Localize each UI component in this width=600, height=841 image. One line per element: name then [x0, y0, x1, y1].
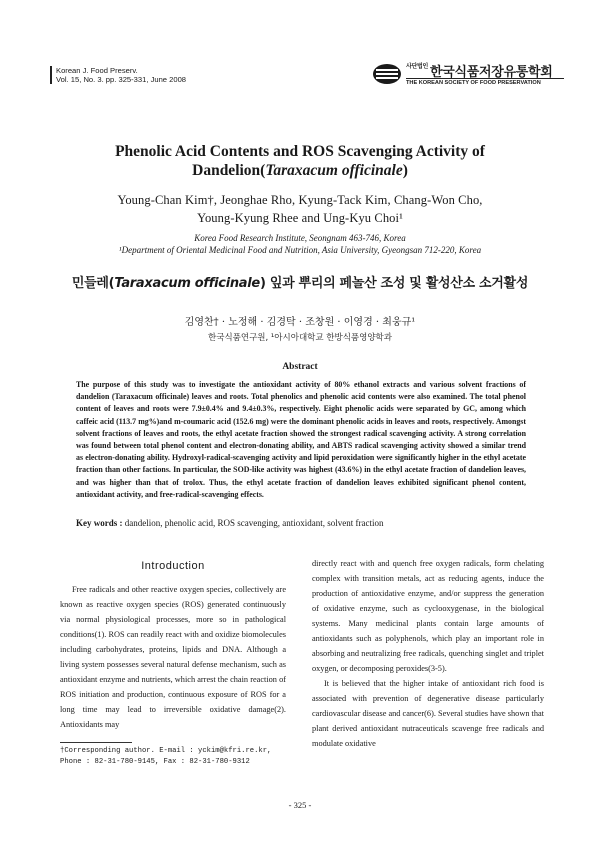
abstract-body: The purpose of this study was to investigate the antioxidant activity of 80% ethanol extracts and various solvent fractions of dandelion (Taraxacum officinale) leaves and roots. Total phenolics and phenolic acid contents were also examined. The total phenol content of leaves and roots were 7.9±0.4% and 9.4±0.3%, respectively. Eight phenolic acids were separated by GC, among which caffeic acid (113.7 mg%)and m-coumaric acid (152.6 mg) were the dominant phenolic acids in leaves and roots, respectively. Amongst solvent fractions of leaves and roots, the ethyl acetate fraction showed the strongest radical scavenging activity. A strong correlation was found between total phenol content and electron-donating ability, and ABTS radical scavenging activity showed a similar trend as electron-donating ability. Hydroxyl-radical-scavenging activity and lipid peroxidation were significantly higher in the ethyl acetate fraction than other factions. In particular, the SOD-like activity was highest (43.6%) in the ethyl acetate fraction of dandelion leaves, and was higher than that of trolox. Thus, the ethyl acetate fraction of dandelion leaves exhibited significant phenol content, antioxidant activity, and free-radical-scavenging effects.	[76, 380, 526, 499]
korean-title-species: Taraxacum officinale	[114, 276, 260, 291]
korean-title	[40, 272, 560, 291]
keywords-label: Key words :	[76, 518, 123, 528]
society-logo-icon	[372, 63, 402, 85]
journal-info	[50, 66, 186, 84]
footnote-email: †Corresponding author. E-mail : yckim@kfri.re.kr,	[60, 747, 272, 755]
intro-paragraph-1-continued: directly react with and quench free oxygen radicals, form chelating complex with transition metals, act as reducing agents, induce the production of antioxidative enzyme, and/or suppress the generation of oxidative enzyme, such as cyclooxygenase, in the biological systems. Many medicinal plants contain large amounts of antioxidants such as polyphenols, which play an important role in absorbing and neutralizing free radicals, quenching singlet and triplet oxygen, or decomposing peroxides(3-5).	[312, 559, 544, 673]
journal-volume: Vol. 15, No. 3. pp. 325-331, June 2008	[56, 75, 187, 84]
title-line-1: Phenolic Acid Contents and ROS Scavenging Activity of	[115, 143, 485, 160]
right-column	[312, 556, 544, 751]
left-column	[60, 582, 286, 732]
society-name-en: THE KOREAN SOCIETY OF FOOD PRESERVATION	[406, 78, 564, 86]
page-number: - 325 -	[288, 800, 312, 810]
society-header	[372, 60, 562, 90]
footnote-phone: Phone : 82-31-780-9145, Fax : 82-31-780-9312	[60, 758, 250, 766]
korean-authors: 김영찬† · 노정해 · 김경탁 · 조창원 · 이영경 · 최웅규¹	[184, 317, 416, 328]
affiliations	[40, 232, 560, 256]
society-prefix: 사단법인	[406, 63, 428, 70]
author-list	[40, 191, 560, 227]
intro-paragraph-1: Free radicals and other reactive oxygen species, collectively are known as reactive oxygen species (ROS) generated continuously via normal physiological processes, more so in pathological conditions(1). ROS can readily react with and oxidize biomolecules including carbohydrates, proteins, lipids and DNA. Although a living system possesses several natural defense mechanism, such as antioxidant enzyme and nutrients, which arrest the chain reaction of ROS initiation and production, continuous exposure of ROS for a long time may lead to irreversible oxidative damage(2). Antioxidants may	[60, 585, 286, 729]
journal-name: Korean J. Food Preserv.	[56, 66, 138, 75]
keywords-text: dandelion, phenolic acid, ROS scavenging, antioxidant, solvent fraction	[124, 518, 384, 528]
korean-title-suffix: ) 잎과 뿌리의 페놀산 조성 및 활성산소 소거활성	[259, 276, 529, 291]
authors-line-1: Young-Chan Kim†, Jeonghae Rho, Kyung-Tack Kim, Chang-Won Cho,	[117, 193, 483, 207]
affiliation-2: ¹Department of Oriental Medicinal Food and Nutrition, Asia University, Gyeongsan 712-220, Korea	[118, 245, 482, 255]
korean-affiliation: 한국식품연구원, ¹아시아대학교 한방식품영양학과	[208, 333, 392, 343]
korean-title-prefix: 민들레(	[71, 276, 115, 291]
authors-line-2: Young-Kyung Rhee and Ung-Kyu Choi¹	[197, 211, 403, 225]
keywords	[76, 518, 546, 528]
title-prefix: Dandelion(	[192, 162, 266, 179]
footnote-divider	[60, 742, 132, 743]
intro-paragraph-2: It is believed that the higher intake of antioxidant rich food is associated with prevention of degenerative disease particularly cardiovascular disease and cancer(6). Several studies have shown that plant derived antioxidant nutraceuticals scavenge free radicals and modulate oxidative	[312, 679, 544, 748]
corresponding-author-footnote	[60, 746, 271, 768]
title-suffix: )	[402, 162, 408, 179]
society-name-ko-text: 한국식품저장유통학회	[429, 65, 553, 80]
paper-title	[40, 142, 560, 180]
title-species: Taraxacum officinale	[265, 162, 403, 179]
introduction-heading: Introduction	[141, 560, 205, 572]
title-line-2	[40, 161, 560, 180]
affiliation-1: Korea Food Research Institute, Seongnam 463-746, Korea	[194, 233, 406, 243]
abstract-heading: Abstract	[282, 362, 318, 372]
